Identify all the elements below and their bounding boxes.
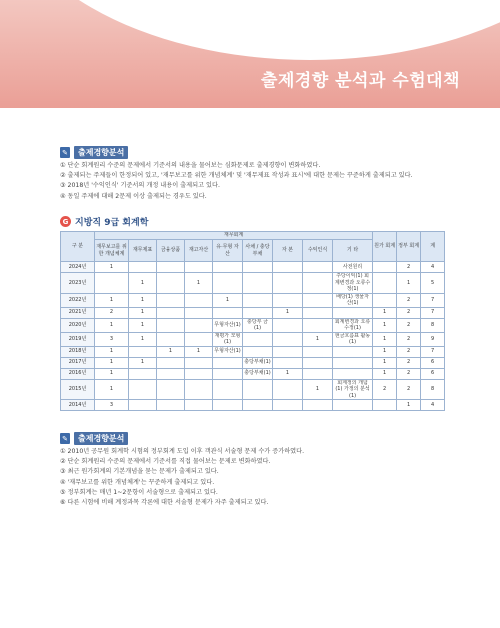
table-cell	[243, 307, 273, 318]
table-cell	[273, 400, 303, 411]
list-item: ① 단순 회계원리 수준의 문제에서 기준서의 내용을 물어보는 심화문제로 출제경향이 변화하였다.	[60, 162, 321, 169]
table-cell	[185, 318, 213, 332]
list-item: ③ 최근 원가회계의 기본개념을 묻는 문제가 출제되고 있다.	[60, 468, 219, 476]
table-cell	[213, 262, 243, 273]
table-cell: 2016년	[61, 368, 95, 379]
table-cell: 1	[373, 332, 397, 346]
table-cell: 6	[421, 368, 445, 379]
list-item: ② 출제되는 주제들이 한정되어 있고, '재무보고를 위한 개념체계' 및 '재무제표 작성과 표시'에 대한 문제는 꾸준하게 출제되고 있다.	[60, 172, 413, 180]
table-cell	[273, 332, 303, 346]
table-cell: 1	[185, 346, 213, 357]
table-row	[61, 379, 445, 400]
table-row	[61, 307, 445, 318]
table-cell	[157, 400, 185, 411]
table-cell	[333, 346, 373, 357]
table-cell: 1	[95, 318, 129, 332]
table-cell	[303, 400, 333, 411]
table-cell: 1	[157, 346, 185, 357]
table-row	[61, 273, 445, 294]
table-cell: 1	[129, 332, 157, 346]
table-cell	[243, 293, 273, 307]
table-cell	[303, 273, 333, 294]
table-cell: 2018년	[61, 346, 95, 357]
table-cell: 1	[373, 368, 397, 379]
table-cell	[129, 379, 157, 400]
table-cell: 1	[185, 273, 213, 294]
table-cell	[373, 400, 397, 411]
col-header: 유·무형 자산	[213, 240, 243, 262]
exam-name: 지방직 9급 회계학	[75, 218, 149, 228]
table-cell: 2	[373, 379, 397, 400]
col-header: 금융상품	[157, 240, 185, 262]
table-cell: 1	[303, 379, 333, 400]
table-cell	[303, 318, 333, 332]
table-cell	[333, 307, 373, 318]
table-cell	[185, 357, 213, 368]
table-cell	[373, 273, 397, 294]
table-cell: 재평가 모형(1)	[213, 332, 243, 346]
table-cell: 3	[95, 332, 129, 346]
table-cell: 사전원리	[333, 262, 373, 273]
group-header: 재무회계	[95, 232, 373, 240]
table-cell	[373, 293, 397, 307]
table-cell: 4	[421, 400, 445, 411]
table-cell	[243, 273, 273, 294]
table-cell: 2022년	[61, 293, 95, 307]
table-cell	[273, 379, 303, 400]
col-header: 수익인식	[303, 240, 333, 262]
table-cell	[303, 293, 333, 307]
table-cell	[157, 357, 185, 368]
table-cell	[243, 346, 273, 357]
table-cell	[273, 357, 303, 368]
table-cell	[157, 379, 185, 400]
table-cell: 충당부채(1)	[243, 368, 273, 379]
table-cell: 2023년	[61, 273, 95, 294]
bookmark-icon: ✎	[60, 433, 70, 444]
table-cell: 7	[421, 346, 445, 357]
table-cell: 1	[397, 400, 421, 411]
table-cell	[157, 318, 185, 332]
list-item: ④ 동일 주제에 대해 2문제 이상 출제되는 경우도 있다.	[60, 192, 207, 200]
table-cell: 1	[273, 368, 303, 379]
table-cell: 1	[95, 262, 129, 273]
table-cell: 2	[397, 332, 421, 346]
table-cell	[273, 262, 303, 273]
table-cell	[157, 332, 185, 346]
table-cell	[129, 346, 157, 357]
list-item: ⑤ 정부회계는 매년 1~2문항이 서술형으로 출제되고 있다.	[60, 488, 218, 496]
table-cell	[95, 273, 129, 294]
table-cell: 충당부 금(1)	[243, 318, 273, 332]
table-row	[61, 400, 445, 411]
table-cell	[129, 400, 157, 411]
table-cell: 2	[397, 318, 421, 332]
table-cell	[185, 368, 213, 379]
table-cell	[213, 307, 243, 318]
table-cell: 2	[397, 307, 421, 318]
table-cell: 주당이익(1) 회계변경과 오류수정(1)	[333, 273, 373, 294]
col-cost-header: 원가 회계	[373, 232, 397, 262]
table-cell	[129, 368, 157, 379]
table-cell	[273, 346, 303, 357]
table-cell	[157, 273, 185, 294]
trend-list-1	[60, 161, 460, 202]
table-row	[61, 318, 445, 332]
header-banner	[0, 0, 500, 108]
table-cell: 2015년	[61, 379, 95, 400]
table-cell: 1	[129, 293, 157, 307]
table-cell: 2	[397, 357, 421, 368]
table-cell: 1	[95, 379, 129, 400]
table-cell: 1	[373, 307, 397, 318]
col-header: 재무제표	[129, 240, 157, 262]
table-cell	[157, 307, 185, 318]
table-cell: 8	[421, 379, 445, 400]
list-item: ⑥ 다른 시험에 비해 계정과목 각론에 대한 서술형 문제가 자주 출제되고 있다.	[60, 499, 269, 507]
table-cell: 1	[95, 357, 129, 368]
table-cell: 2024년	[61, 262, 95, 273]
table-cell	[243, 379, 273, 400]
table-row	[61, 357, 445, 368]
table-cell	[243, 332, 273, 346]
table-row	[61, 262, 445, 273]
table-cell: 1	[373, 346, 397, 357]
table-cell: 8	[421, 318, 445, 332]
table-cell: 1	[273, 307, 303, 318]
table-row	[61, 293, 445, 307]
col-header: 사채 / 충당부채	[243, 240, 273, 262]
table-cell: 2019년	[61, 332, 95, 346]
bookmark-icon: ✎	[60, 147, 70, 158]
table-cell	[333, 400, 373, 411]
table-cell: 2020년	[61, 318, 95, 332]
table-cell	[213, 379, 243, 400]
table-cell	[213, 400, 243, 411]
table-cell	[185, 262, 213, 273]
trend-list-2	[60, 447, 460, 508]
col-gov-header: 정부 회계	[397, 232, 421, 262]
table-cell: 1	[95, 293, 129, 307]
table-cell: 2	[397, 262, 421, 273]
table-cell: 1	[397, 273, 421, 294]
exam-stats-table	[60, 231, 445, 411]
table-cell	[185, 400, 213, 411]
table-cell: 7	[421, 293, 445, 307]
list-item: ③ 2018년 '수익인식' 기준서의 개정 내용이 출제되고 있다.	[60, 182, 220, 190]
col-header: 재고자산	[185, 240, 213, 262]
table-cell: 2017년	[61, 357, 95, 368]
table-cell	[185, 332, 213, 346]
section-label-2: 출제경향분석	[74, 432, 128, 445]
list-item: ① 2010년 공무원 회계학 시험의 정부회계 도입 이후 객관식 서술형 문제 수가 증가하였다.	[60, 448, 305, 455]
table-cell: 배당(1) 생물자산(1)	[333, 293, 373, 307]
table-row	[61, 346, 445, 357]
table-cell	[243, 262, 273, 273]
table-cell: 무형자산(1)	[213, 318, 243, 332]
table-cell: 5	[421, 273, 445, 294]
table-row	[61, 332, 445, 346]
table-cell	[303, 346, 333, 357]
table-cell	[157, 293, 185, 307]
exam-subhead	[60, 215, 148, 228]
table-cell: 충당부채(1)	[243, 357, 273, 368]
table-row	[61, 368, 445, 379]
table-cell: 1	[129, 357, 157, 368]
col-header: 자 본	[273, 240, 303, 262]
table-cell: 2014년	[61, 400, 95, 411]
table-cell	[303, 357, 333, 368]
table-cell: 2	[397, 293, 421, 307]
table-cell: 1	[213, 293, 243, 307]
table-cell: 1	[303, 332, 333, 346]
table-cell: 7	[421, 307, 445, 318]
table-cell: 1	[129, 273, 157, 294]
table-cell: 1	[373, 318, 397, 332]
table-cell	[185, 379, 213, 400]
table-cell: 1	[95, 368, 129, 379]
table-cell: 3	[95, 400, 129, 411]
table-cell: 현금흐름표 활동(1)	[333, 332, 373, 346]
table-cell	[157, 262, 185, 273]
table-cell: 1	[129, 307, 157, 318]
table-cell: 2	[397, 368, 421, 379]
col-header: 재무보고를 위한 개념체계	[95, 240, 129, 262]
table-cell: 9	[421, 332, 445, 346]
section-header-2	[60, 432, 128, 445]
table-cell	[303, 368, 333, 379]
table-cell	[273, 273, 303, 294]
table-cell	[303, 262, 333, 273]
table-cell	[213, 273, 243, 294]
table-cell	[129, 262, 157, 273]
table-cell	[185, 293, 213, 307]
table-cell: 1	[129, 318, 157, 332]
table-cell	[157, 368, 185, 379]
table-cell: 4	[421, 262, 445, 273]
table-cell	[213, 368, 243, 379]
page-title: 출제경향 분석과 수험대책	[261, 71, 460, 91]
table-cell: 2	[95, 307, 129, 318]
table-cell	[243, 400, 273, 411]
table-cell	[373, 262, 397, 273]
table-cell: 1	[373, 357, 397, 368]
table-cell	[333, 357, 373, 368]
col-header: 기 타	[333, 240, 373, 262]
table-cell: 6	[421, 357, 445, 368]
table-cell: 2	[397, 379, 421, 400]
table-cell: 무형자산(1)	[213, 346, 243, 357]
col-year-header: 구 분	[61, 232, 95, 262]
table-cell: 2021년	[61, 307, 95, 318]
list-item: ④ '재무보고를 위한 개념체계'는 꾸준하게 출제되고 있다.	[60, 478, 215, 486]
brand-g-icon: G	[60, 216, 71, 227]
table-cell	[273, 318, 303, 332]
table-cell	[185, 307, 213, 318]
list-item: ② 단순 회계원리 수준의 문제에서 기준서를 직접 물어보는 문제로 변화하였다.	[60, 458, 271, 466]
table-cell	[303, 307, 333, 318]
table-cell	[273, 293, 303, 307]
table-cell: 회계변경과 오류수정(1)	[333, 318, 373, 332]
section-header-1	[60, 146, 128, 159]
table-cell: 1	[95, 346, 129, 357]
table-cell: 회계정의 개념(1) 가정의 분석(1)	[333, 379, 373, 400]
col-total-header: 계	[421, 232, 445, 262]
table-cell: 2	[397, 346, 421, 357]
table-cell	[213, 357, 243, 368]
section-label-1: 출제경향분석	[74, 146, 128, 159]
table-cell	[333, 368, 373, 379]
